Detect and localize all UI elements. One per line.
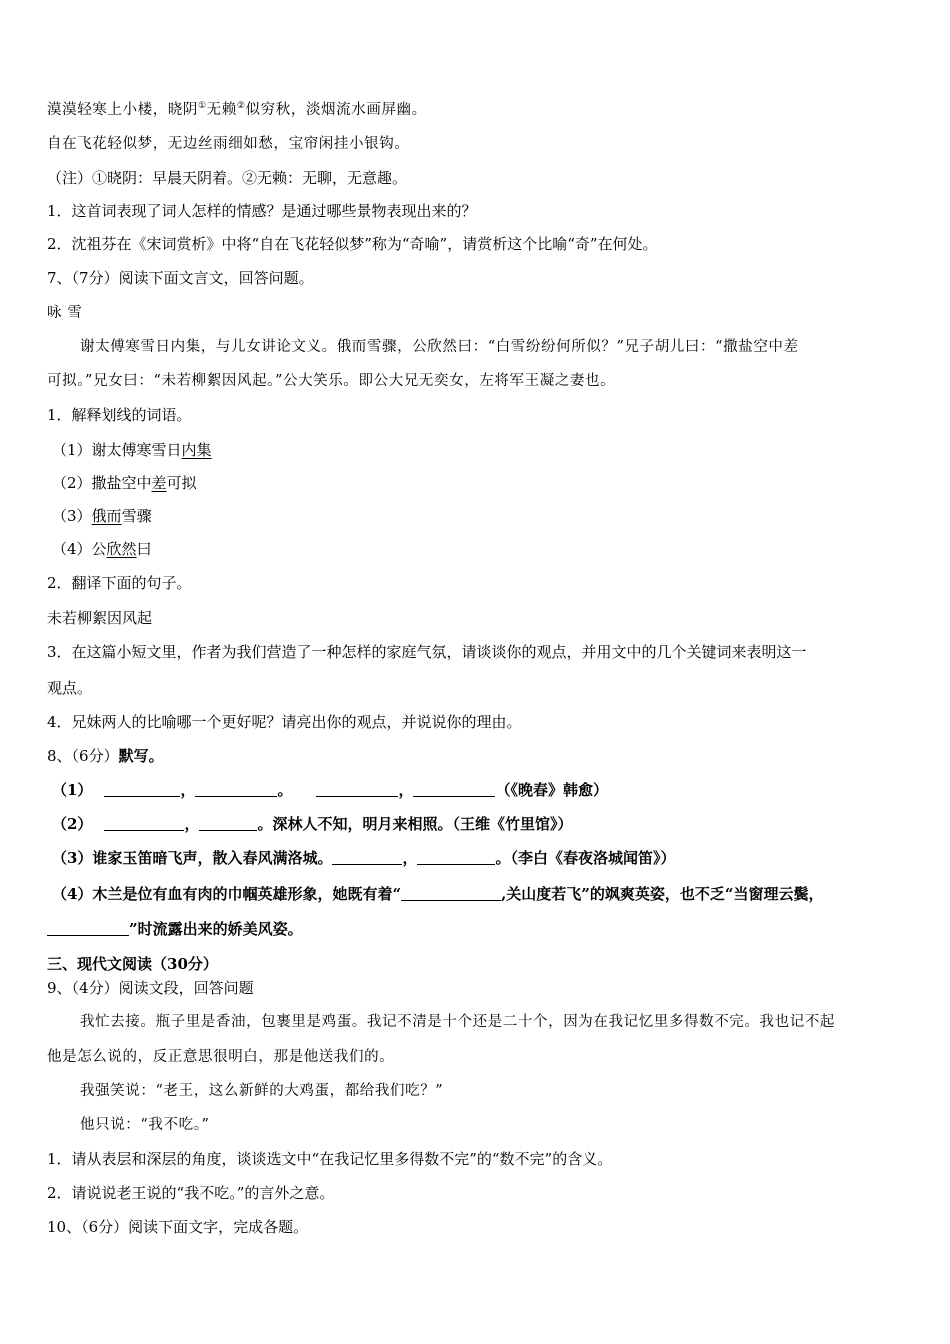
q7-header: 7、（7分）阅读下面文言文，回答问题。: [47, 269, 314, 287]
answer-blank: [417, 850, 495, 865]
underlined-word: 欣然: [106, 540, 137, 558]
poem-question-1: 1．这首词表现了词人怎样的情感？是通过哪些景物表现出来的？: [47, 202, 477, 220]
q7-sub-1: 1．解释划线的词语。: [47, 406, 192, 424]
q8-header: 8、（6分）默写。: [47, 747, 164, 765]
q7-item-2: （2）撒盐空中差可拟: [52, 474, 197, 492]
underlined-word: 内集: [181, 441, 212, 459]
q9-passage-line-4: 他只说：“我不吃。”: [80, 1117, 210, 1133]
answer-blank: [104, 782, 180, 797]
q8-line-4-cont: ”时流露出来的娇美风姿。: [47, 919, 303, 939]
q7-sentence: 未若柳絮因风起: [47, 609, 153, 627]
answer-blank: [104, 816, 184, 831]
poem-line-1: 漠漠轻寒上小楼，晓阴①无赖②似穷秋，淡烟流水画屏幽。: [47, 101, 427, 118]
q7-sub-4: 4．兄妹两人的比喻哪一个更好呢？请亮出你的观点，并说说你的理由。: [47, 713, 522, 731]
q7-sub-2: 2．翻译下面的句子。: [47, 574, 192, 592]
poem-note: （注）①晓阴：早晨天阴着。②无赖：无聊，无意趣。: [47, 169, 408, 187]
section-3-heading: 三、现代文阅读（30分）: [47, 955, 218, 973]
q7-passage-line-2: 可拟。”兄女曰：“未若柳絮因风起。”公大笑乐。即公大兄无奕女，左将军王凝之妻也。: [47, 373, 616, 389]
poem-question-2: 2．沈祖芬在《宋词赏析》中将“自在飞花轻似梦”称为“奇喻”，请赏析这个比喻“奇”在何处。: [47, 235, 658, 253]
q8-line-2: （2） ， 。深林人不知，明月来相照。（王维《竹里馆》）: [52, 815, 573, 833]
q8-line-4: （4）木兰是位有血有肉的巾帼英雄形象，她既有着“ ,关山度若飞”的飒爽英姿，也不乏“当窗理云鬓，: [52, 885, 824, 903]
q7-passage-line-1: 谢太傅寒雪日内集，与儿女讲论文义。俄而雪骤，公欣然曰：“白雪纷纷何所似？”兄子胡儿曰：“撒盐空中差: [80, 339, 799, 355]
q8-line-1: （1） ， 。 ， （《晚春》韩愈）: [52, 781, 608, 799]
q9-passage-line-1: 我忙去接。瓶子里是香油，包裹里是鸡蛋。我记不清是十个还是二十个，因为在我记忆里多得数不完。我也记不起: [80, 1014, 835, 1030]
q10-header: 10、（6分）阅读下面文字，完成各题。: [47, 1218, 309, 1236]
answer-blank: [47, 921, 129, 936]
q7-sub-3-line-2: 观点。: [47, 679, 93, 697]
answer-blank: [332, 850, 402, 865]
answer-blank: [195, 782, 277, 797]
q7-item-4: （4）公欣然曰: [52, 540, 152, 558]
poem-line-2: 自在飞花轻似梦，无边丝雨细如愁，宝帘闲挂小银钩。: [47, 136, 410, 152]
footnote-marker-1: ①: [198, 101, 207, 111]
q7-item-3: （3）俄而雪骤: [52, 507, 152, 525]
q9-sub-2: 2．请说说老王说的“我不吃。”的言外之意。: [47, 1184, 335, 1202]
q7-item-1: （1）谢太傅寒雪日内集: [52, 441, 212, 459]
q9-passage-line-2: 他是怎么说的，反正意思很明白，那是他送我们的。: [47, 1049, 395, 1065]
q7-sub-3-line-1: 3．在这篇小短文里，作者为我们营造了一种怎样的家庭气氛，请谈谈你的观点，并用文中的几个关键词来表明这一: [47, 643, 807, 661]
underlined-word: 差: [151, 474, 167, 492]
answer-blank: [199, 816, 257, 831]
answer-blank: [401, 886, 501, 901]
answer-blank: [316, 782, 398, 797]
q7-title: 咏 雪: [47, 305, 83, 321]
underlined-word: 俄而: [91, 507, 122, 525]
answer-blank: [413, 782, 495, 797]
q9-header: 9、（4分）阅读文段，回答问题: [47, 979, 254, 997]
footnote-marker-2: ②: [236, 101, 246, 111]
q8-line-3: （3）谁家玉笛暗飞声，散入春风满洛城。 ， 。（李白《春夜洛城闻笛》）: [52, 849, 676, 867]
q9-sub-1: 1．请从表层和深层的角度，谈谈选文中“在我记忆里多得数不完”的“数不完”的含义。: [47, 1150, 613, 1168]
q9-passage-line-3: 我强笑说：“老王，这么新鲜的大鸡蛋，都给我们吃？”: [80, 1083, 444, 1099]
